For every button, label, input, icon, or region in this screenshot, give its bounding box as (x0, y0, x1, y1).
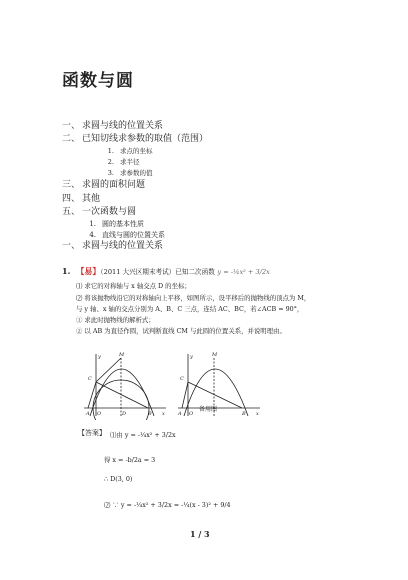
line-ca (88, 382, 96, 408)
figure-right (178, 354, 260, 416)
toc-subitem[interactable] (62, 146, 208, 157)
section-heading (62, 238, 163, 251)
toc-number: 2. (107, 158, 114, 167)
label-d: D (122, 411, 127, 417)
label-m: M (119, 352, 125, 358)
table-of-contents (62, 120, 208, 241)
figure-left-labels (85, 352, 165, 417)
label-o: O (189, 411, 194, 417)
label-x: x (256, 411, 259, 417)
problem-line: ⑵ 将该抛物线沿它的对称轴向上平移，如图所示，设平移后的抛物线的顶点为 M， (76, 294, 311, 302)
toc-item[interactable] (62, 133, 208, 146)
section-label: 求圆与线的位置关系 (82, 241, 164, 251)
figure-right-labels (177, 352, 259, 417)
label-b: B (148, 411, 152, 417)
toc-number: 3. (107, 169, 114, 178)
label-m: M (212, 352, 218, 358)
toc-label: 求圆与线的位置关系 (82, 121, 164, 131)
toc-number: 1. (89, 220, 96, 229)
answer-line: 得 x = -b/2a = 3 (104, 456, 156, 464)
toc-number: 二、 (62, 134, 81, 145)
problem-statement (62, 266, 362, 277)
label-a: A (86, 411, 90, 417)
answer-line: ⑴由 y = -¼x² + 3/2x (110, 431, 176, 439)
problem-line: ② 以 AB 为直径作圆，试判断直线 CM 与此圆的位置关系，并说明理由。 (76, 327, 286, 335)
problem-formula: y = -¼x² + 3/2x (217, 268, 270, 276)
section-number: 一、 (62, 241, 81, 251)
toc-number: 四、 (62, 193, 81, 204)
label-y: y (190, 354, 193, 360)
label-b: B (242, 411, 246, 417)
problem-line: ⑴ 求它的对称轴与 x 轴交点 D 的坐标； (76, 282, 191, 290)
page-indicator: 1 / 3 (190, 529, 210, 539)
toc-subitem[interactable] (62, 219, 208, 230)
label-a: A (178, 411, 182, 417)
toc-label: 求参数的值 (120, 169, 153, 178)
toc-number: 4. (89, 231, 96, 240)
label-x: x (162, 411, 165, 417)
difficulty-tag: 【易】 (76, 266, 101, 276)
toc-item[interactable] (62, 193, 208, 206)
toc-item[interactable] (62, 179, 208, 192)
toc-label: 一次函数与圆 (82, 206, 137, 217)
answer-line: ∴ D(3, 0) (104, 475, 133, 483)
label-c: C (88, 376, 92, 382)
toc-item[interactable] (62, 120, 208, 133)
answer-line: ⑵ ∵ y = -¼x² + 3/2x = -¼(x - 3)² + 9/4 (104, 501, 231, 509)
toc-label: 求点的坐标 (120, 147, 153, 156)
toc-label: 已知切线求参数的取值（范围） (82, 134, 209, 145)
line-ca (182, 382, 188, 408)
line-cb (96, 382, 148, 408)
toc-subitem[interactable] (62, 168, 208, 179)
toc-number: 一、 (62, 121, 81, 131)
toc-subitem[interactable] (62, 157, 208, 168)
parabola-figures (84, 350, 264, 420)
problem-number: 1. (62, 266, 71, 276)
label-y: y (98, 354, 101, 360)
figure-caption: 备用图 (199, 406, 218, 413)
toc-label: 求半径 (120, 158, 140, 167)
toc-item[interactable] (62, 206, 208, 219)
toc-label: 圆的基本性质 (102, 220, 144, 229)
page-title: 函数与圆 (62, 71, 134, 91)
toc-number: 三、 (62, 180, 81, 191)
label-c: C (180, 376, 184, 382)
toc-number: 1. (107, 147, 114, 156)
label-o: O (97, 411, 102, 417)
problem-source: （2011 大兴区期末考试）已知二次函数 (100, 268, 215, 276)
toc-label: 其他 (82, 193, 101, 204)
problem-line: ① 求此时抛物线的解析式； (76, 316, 155, 324)
problem-line: 与 y 轴、x 轴的交点分别为 A、B、C 三点，连结 AC、BC，若∠ACB = 90°， (76, 305, 304, 313)
toc-number: 五、 (62, 206, 81, 217)
toc-label: 直线与圆的位置关系 (102, 231, 165, 240)
toc-label: 求圆的面积问题 (82, 180, 146, 191)
answer-label: 【答案】 (78, 429, 106, 437)
